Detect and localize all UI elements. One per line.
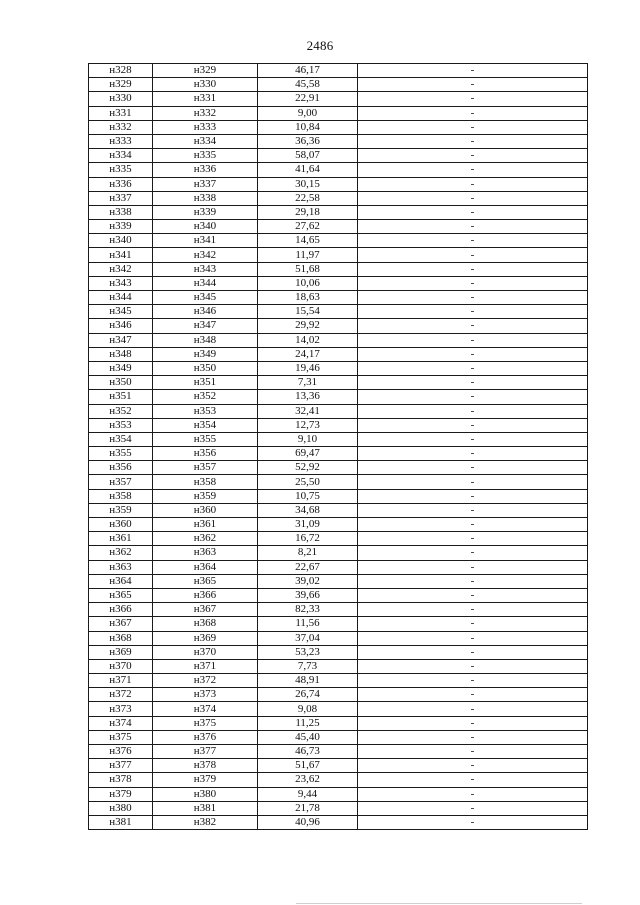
to-point-cell: н365 (153, 574, 258, 588)
from-point-cell: н340 (89, 234, 153, 248)
table-row (89, 149, 588, 163)
table-row (89, 518, 588, 532)
distance-cell: 51,67 (258, 759, 358, 773)
to-point-cell: н371 (153, 659, 258, 673)
from-point-cell: н377 (89, 759, 153, 773)
note-cell: - (358, 631, 588, 645)
table-row (89, 319, 588, 333)
note-cell: - (358, 404, 588, 418)
note-cell: - (358, 588, 588, 602)
table-row (89, 489, 588, 503)
from-point-cell: н359 (89, 503, 153, 517)
from-point-cell: н375 (89, 730, 153, 744)
note-cell: - (358, 376, 588, 390)
to-point-cell: н374 (153, 702, 258, 716)
to-point-cell: н362 (153, 532, 258, 546)
note-cell: - (358, 163, 588, 177)
table-row (89, 134, 588, 148)
from-point-cell: н371 (89, 674, 153, 688)
coordinates-table (88, 63, 588, 830)
note-cell: - (358, 291, 588, 305)
note-cell: - (358, 447, 588, 461)
note-cell: - (358, 191, 588, 205)
note-cell: - (358, 361, 588, 375)
distance-cell: 9,44 (258, 787, 358, 801)
table-row (89, 645, 588, 659)
table-row (89, 815, 588, 829)
from-point-cell: н370 (89, 659, 153, 673)
from-point-cell: н373 (89, 702, 153, 716)
distance-cell: 12,73 (258, 418, 358, 432)
note-cell: - (358, 305, 588, 319)
table-row (89, 787, 588, 801)
to-point-cell: н360 (153, 503, 258, 517)
to-point-cell: н347 (153, 319, 258, 333)
distance-cell: 9,08 (258, 702, 358, 716)
note-cell: - (358, 149, 588, 163)
note-cell: - (358, 745, 588, 759)
from-point-cell: н363 (89, 560, 153, 574)
table-row (89, 347, 588, 361)
distance-cell: 11,56 (258, 617, 358, 631)
to-point-cell: н353 (153, 404, 258, 418)
note-cell: - (358, 773, 588, 787)
note-cell: - (358, 716, 588, 730)
to-point-cell: н370 (153, 645, 258, 659)
from-point-cell: н368 (89, 631, 153, 645)
table-row (89, 64, 588, 78)
to-point-cell: н345 (153, 291, 258, 305)
table-row (89, 78, 588, 92)
from-point-cell: н330 (89, 92, 153, 106)
note-cell: - (358, 92, 588, 106)
note-cell: - (358, 801, 588, 815)
note-cell: - (358, 78, 588, 92)
to-point-cell: н335 (153, 149, 258, 163)
from-point-cell: н357 (89, 475, 153, 489)
distance-cell: 21,78 (258, 801, 358, 815)
note-cell: - (358, 234, 588, 248)
table-row (89, 617, 588, 631)
table-row (89, 276, 588, 290)
from-point-cell: н339 (89, 220, 153, 234)
table-row (89, 191, 588, 205)
table-row (89, 461, 588, 475)
table-row (89, 291, 588, 305)
distance-cell: 16,72 (258, 532, 358, 546)
from-point-cell: н380 (89, 801, 153, 815)
from-point-cell: н343 (89, 276, 153, 290)
distance-cell: 7,31 (258, 376, 358, 390)
distance-cell: 9,10 (258, 432, 358, 446)
table-row (89, 205, 588, 219)
table-row (89, 745, 588, 759)
distance-cell: 22,67 (258, 560, 358, 574)
note-cell: - (358, 177, 588, 191)
distance-cell: 19,46 (258, 361, 358, 375)
table-row (89, 333, 588, 347)
table-row (89, 674, 588, 688)
note-cell: - (358, 489, 588, 503)
from-point-cell: н333 (89, 134, 153, 148)
table-row (89, 532, 588, 546)
from-point-cell: н356 (89, 461, 153, 475)
table-row (89, 588, 588, 602)
note-cell: - (358, 617, 588, 631)
distance-cell: 7,73 (258, 659, 358, 673)
note-cell: - (358, 518, 588, 532)
from-point-cell: н328 (89, 64, 153, 78)
distance-cell: 9,00 (258, 106, 358, 120)
from-point-cell: н335 (89, 163, 153, 177)
distance-cell: 48,91 (258, 674, 358, 688)
to-point-cell: н375 (153, 716, 258, 730)
distance-cell: 46,73 (258, 745, 358, 759)
distance-cell: 31,09 (258, 518, 358, 532)
note-cell: - (358, 106, 588, 120)
to-point-cell: н361 (153, 518, 258, 532)
distance-cell: 30,15 (258, 177, 358, 191)
from-point-cell: н361 (89, 532, 153, 546)
distance-cell: 27,62 (258, 220, 358, 234)
to-point-cell: н332 (153, 106, 258, 120)
from-point-cell: н350 (89, 376, 153, 390)
note-cell: - (358, 475, 588, 489)
distance-cell: 29,18 (258, 205, 358, 219)
note-cell: - (358, 674, 588, 688)
table-row (89, 773, 588, 787)
from-point-cell: н337 (89, 191, 153, 205)
distance-cell: 46,17 (258, 64, 358, 78)
table-row (89, 120, 588, 134)
to-point-cell: н338 (153, 191, 258, 205)
to-point-cell: н341 (153, 234, 258, 248)
from-point-cell: н365 (89, 588, 153, 602)
from-point-cell: н331 (89, 106, 153, 120)
note-cell: - (358, 702, 588, 716)
to-point-cell: н366 (153, 588, 258, 602)
table-row (89, 432, 588, 446)
table-row (89, 631, 588, 645)
table-row (89, 730, 588, 744)
table-row (89, 220, 588, 234)
to-point-cell: н380 (153, 787, 258, 801)
from-point-cell: н376 (89, 745, 153, 759)
note-cell: - (358, 262, 588, 276)
note-cell: - (358, 546, 588, 560)
distance-cell: 8,21 (258, 546, 358, 560)
from-point-cell: н348 (89, 347, 153, 361)
distance-cell: 69,47 (258, 447, 358, 461)
note-cell: - (358, 603, 588, 617)
table-row (89, 574, 588, 588)
from-point-cell: н354 (89, 432, 153, 446)
to-point-cell: н377 (153, 745, 258, 759)
to-point-cell: н378 (153, 759, 258, 773)
distance-cell: 18,63 (258, 291, 358, 305)
to-point-cell: н352 (153, 390, 258, 404)
distance-cell: 41,64 (258, 163, 358, 177)
distance-cell: 45,58 (258, 78, 358, 92)
to-point-cell: н359 (153, 489, 258, 503)
note-cell: - (358, 220, 588, 234)
to-point-cell: н342 (153, 248, 258, 262)
note-cell: - (358, 503, 588, 517)
to-point-cell: н334 (153, 134, 258, 148)
note-cell: - (358, 659, 588, 673)
table-row (89, 603, 588, 617)
to-point-cell: н337 (153, 177, 258, 191)
to-point-cell: н349 (153, 347, 258, 361)
to-point-cell: н369 (153, 631, 258, 645)
note-cell: - (358, 532, 588, 546)
table-row (89, 234, 588, 248)
from-point-cell: н351 (89, 390, 153, 404)
note-cell: - (358, 787, 588, 801)
from-point-cell: н362 (89, 546, 153, 560)
from-point-cell: н364 (89, 574, 153, 588)
from-point-cell: н379 (89, 787, 153, 801)
to-point-cell: н357 (153, 461, 258, 475)
note-cell: - (358, 432, 588, 446)
distance-cell: 34,68 (258, 503, 358, 517)
note-cell: - (358, 560, 588, 574)
distance-cell: 10,75 (258, 489, 358, 503)
distance-cell: 39,66 (258, 588, 358, 602)
from-point-cell: н360 (89, 518, 153, 532)
distance-cell: 82,33 (258, 603, 358, 617)
distance-cell: 22,58 (258, 191, 358, 205)
from-point-cell: н329 (89, 78, 153, 92)
from-point-cell: н372 (89, 688, 153, 702)
from-point-cell: н334 (89, 149, 153, 163)
note-cell: - (358, 333, 588, 347)
from-point-cell: н345 (89, 305, 153, 319)
table-row (89, 702, 588, 716)
table-row (89, 305, 588, 319)
distance-cell: 53,23 (258, 645, 358, 659)
from-point-cell: н352 (89, 404, 153, 418)
table-row (89, 447, 588, 461)
distance-cell: 11,97 (258, 248, 358, 262)
distance-cell: 52,92 (258, 461, 358, 475)
distance-cell: 40,96 (258, 815, 358, 829)
table-row (89, 659, 588, 673)
note-cell: - (358, 134, 588, 148)
note-cell: - (358, 730, 588, 744)
to-point-cell: н340 (153, 220, 258, 234)
distance-cell: 15,54 (258, 305, 358, 319)
to-point-cell: н368 (153, 617, 258, 631)
to-point-cell: н367 (153, 603, 258, 617)
note-cell: - (358, 461, 588, 475)
from-point-cell: н347 (89, 333, 153, 347)
to-point-cell: н331 (153, 92, 258, 106)
distance-cell: 10,06 (258, 276, 358, 290)
distance-cell: 14,65 (258, 234, 358, 248)
to-point-cell: н346 (153, 305, 258, 319)
from-point-cell: н342 (89, 262, 153, 276)
table-row (89, 475, 588, 489)
table-row (89, 546, 588, 560)
to-point-cell: н336 (153, 163, 258, 177)
to-point-cell: н381 (153, 801, 258, 815)
to-point-cell: н348 (153, 333, 258, 347)
note-cell: - (358, 688, 588, 702)
distance-cell: 24,17 (258, 347, 358, 361)
table-row (89, 361, 588, 375)
distance-cell: 58,07 (258, 149, 358, 163)
table-row (89, 560, 588, 574)
note-cell: - (358, 574, 588, 588)
to-point-cell: н330 (153, 78, 258, 92)
to-point-cell: н339 (153, 205, 258, 219)
distance-cell: 45,40 (258, 730, 358, 744)
distance-cell: 39,02 (258, 574, 358, 588)
to-point-cell: н364 (153, 560, 258, 574)
note-cell: - (358, 815, 588, 829)
to-point-cell: н379 (153, 773, 258, 787)
distance-cell: 51,68 (258, 262, 358, 276)
from-point-cell: н332 (89, 120, 153, 134)
note-cell: - (358, 205, 588, 219)
table-row (89, 688, 588, 702)
table-row (89, 390, 588, 404)
to-point-cell: н373 (153, 688, 258, 702)
note-cell: - (358, 347, 588, 361)
table-row (89, 759, 588, 773)
note-cell: - (358, 276, 588, 290)
from-point-cell: н374 (89, 716, 153, 730)
table-row (89, 248, 588, 262)
table-row (89, 262, 588, 276)
note-cell: - (358, 645, 588, 659)
table-row (89, 106, 588, 120)
to-point-cell: н343 (153, 262, 258, 276)
table-row (89, 716, 588, 730)
distance-cell: 23,62 (258, 773, 358, 787)
distance-cell: 10,84 (258, 120, 358, 134)
to-point-cell: н376 (153, 730, 258, 744)
distance-cell: 26,74 (258, 688, 358, 702)
table-row (89, 163, 588, 177)
to-point-cell: н333 (153, 120, 258, 134)
distance-cell: 37,04 (258, 631, 358, 645)
from-point-cell: н336 (89, 177, 153, 191)
from-point-cell: н358 (89, 489, 153, 503)
table-row (89, 801, 588, 815)
distance-cell: 22,91 (258, 92, 358, 106)
from-point-cell: н353 (89, 418, 153, 432)
from-point-cell: н366 (89, 603, 153, 617)
from-point-cell: н369 (89, 645, 153, 659)
to-point-cell: н350 (153, 361, 258, 375)
distance-cell: 32,41 (258, 404, 358, 418)
scan-edge-line (296, 903, 582, 904)
to-point-cell: н382 (153, 815, 258, 829)
from-point-cell: н381 (89, 815, 153, 829)
page-number: 2486 (306, 38, 334, 53)
to-point-cell: н358 (153, 475, 258, 489)
distance-cell: 25,50 (258, 475, 358, 489)
to-point-cell: н344 (153, 276, 258, 290)
distance-cell: 29,92 (258, 319, 358, 333)
distance-cell: 36,36 (258, 134, 358, 148)
to-point-cell: н329 (153, 64, 258, 78)
table-row (89, 177, 588, 191)
to-point-cell: н356 (153, 447, 258, 461)
from-point-cell: н367 (89, 617, 153, 631)
from-point-cell: н355 (89, 447, 153, 461)
from-point-cell: н378 (89, 773, 153, 787)
from-point-cell: н349 (89, 361, 153, 375)
from-point-cell: н341 (89, 248, 153, 262)
table-row (89, 418, 588, 432)
note-cell: - (358, 759, 588, 773)
to-point-cell: н355 (153, 432, 258, 446)
to-point-cell: н351 (153, 376, 258, 390)
distance-cell: 11,25 (258, 716, 358, 730)
note-cell: - (358, 248, 588, 262)
note-cell: - (358, 64, 588, 78)
table-body (89, 64, 588, 830)
table-row (89, 404, 588, 418)
note-cell: - (358, 418, 588, 432)
from-point-cell: н346 (89, 319, 153, 333)
from-point-cell: н344 (89, 291, 153, 305)
to-point-cell: н354 (153, 418, 258, 432)
note-cell: - (358, 390, 588, 404)
distance-cell: 14,02 (258, 333, 358, 347)
table-row (89, 376, 588, 390)
to-point-cell: н363 (153, 546, 258, 560)
table-row (89, 92, 588, 106)
distance-cell: 13,36 (258, 390, 358, 404)
table-row (89, 503, 588, 517)
note-cell: - (358, 319, 588, 333)
note-cell: - (358, 120, 588, 134)
to-point-cell: н372 (153, 674, 258, 688)
from-point-cell: н338 (89, 205, 153, 219)
